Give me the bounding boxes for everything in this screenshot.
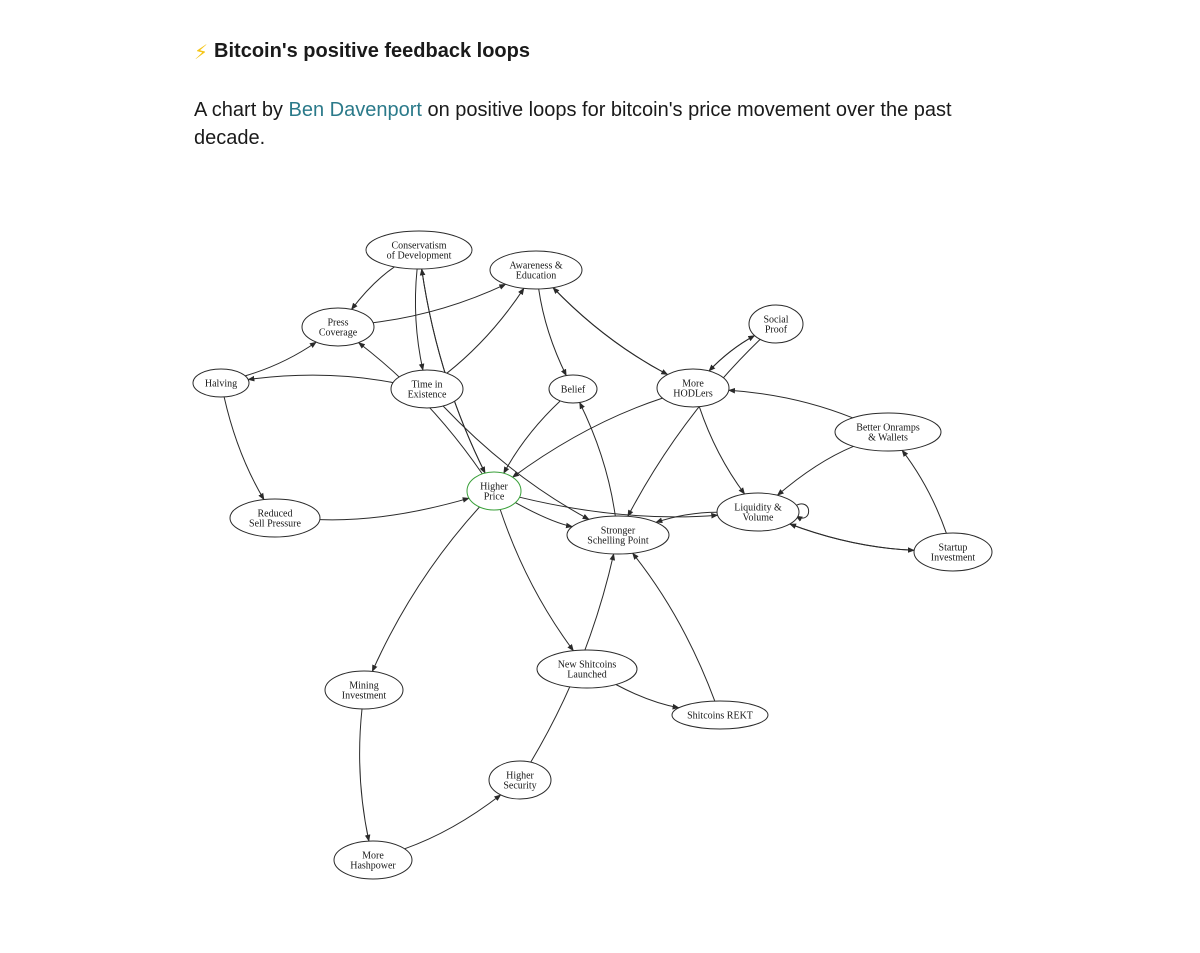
node-hodlers-label: HODLers [673,388,713,400]
node-hodlers-label: More [682,378,704,390]
node-price-label: Higher [480,481,508,493]
node-time [391,370,463,408]
edge-price-to-liquidity [520,497,718,517]
node-press [302,308,374,346]
edge-hodlers-to-social [709,336,755,371]
node-schelling [567,516,669,554]
node-startup-label: Startup [938,542,968,554]
edge-social-to-hodlers [709,336,755,371]
node-press-label: Press [327,317,349,329]
author-link[interactable]: Ben Davenport [288,99,422,121]
node-hashpower [334,841,412,879]
node-belief [549,375,597,403]
node-time-label: Existence [407,389,447,401]
node-startup-label: Investment [930,552,976,564]
node-liquidity [717,493,799,531]
node-security [489,761,551,799]
edge-halving-to-press [245,342,316,376]
edge-onramps-to-liquidity [777,446,853,495]
node-price-label: Price [483,491,505,503]
node-schelling-label: Stronger [600,525,636,537]
node-mining [325,671,403,709]
edge-schelling-to-belief [580,403,616,517]
node-rekt-label: Shitcoins REKT [687,710,753,722]
nodes-layer [193,231,992,879]
node-awareness-label: Education [515,270,557,282]
node-startup [914,533,992,571]
node-reduced-label: Reduced [257,508,293,520]
node-hashpower-label: Hashpower [350,860,396,872]
edge-press-to-awareness [373,284,506,322]
node-halving-label: Halving [204,378,238,390]
edge-price-to-newcoins [500,510,573,651]
node-conservatism [366,231,472,269]
edge-startup-to-liquidity [790,524,914,550]
edge-awareness-to-belief [539,289,567,376]
node-conservatism-label: of Development [386,250,452,262]
node-newcoins [537,650,637,688]
edge-price-to-mining [372,507,479,671]
node-newcoins-label: New Shitcoins [557,659,617,671]
node-awareness-label: Awareness & [509,260,563,272]
node-social-label: Proof [764,324,788,336]
node-hodlers [657,369,729,407]
node-time-label: Time in [411,379,443,391]
node-hashpower-label: More [362,850,384,862]
edge-time-to-awareness [447,288,524,373]
node-onramps-label: Better Onramps [856,422,920,434]
edge-liquidity-to-startup [790,524,914,550]
node-onramps-label: & Wallets [868,432,908,444]
edge-social-to-schelling [628,339,760,516]
edge-onramps-to-hodlers [729,390,853,418]
description-suffix: on positive loops for bitcoin's price movement over the past decade. [194,99,952,149]
edge-price-to-press [359,343,483,474]
edge-conservatism-to-press [352,267,395,310]
edge-newcoins-to-rekt [616,685,679,708]
edge-reduced-to-price [320,498,469,520]
edge-startup-to-onramps [902,450,946,533]
node-mining-label: Investment [341,690,387,702]
node-newcoins-label: Launched [567,669,607,681]
edge-hodlers-to-price [513,398,663,477]
node-reduced-label: Sell Pressure [249,518,301,530]
node-awareness [490,251,582,289]
node-liquidity-label: Volume [742,512,774,524]
edge-mining-to-hashpower [360,709,369,841]
node-security-label: Higher [506,770,534,782]
node-belief-label: Belief [560,384,586,396]
node-security-label: Security [503,780,537,792]
node-schelling-label: Schelling Point [587,535,649,547]
node-press-label: Coverage [318,327,358,339]
node-liquidity-label: Liquidity & [734,502,782,514]
edge-belief-to-price [504,401,561,473]
node-social-label: Social [763,314,789,326]
edge-rekt-to-schelling [633,553,715,701]
node-rekt [672,701,768,729]
node-mining-label: Mining [349,680,379,692]
edges-layer [224,267,946,849]
edge-conservatism-to-time [415,269,422,370]
edge-awareness-to-hodlers [553,288,668,375]
node-onramps [835,413,941,451]
edge-hodlers-to-awareness [553,288,668,375]
lightning-bolt-icon: ⚡ [194,39,209,64]
edge-hashpower-to-security [405,795,501,849]
edge-hodlers-to-liquidity [699,407,744,494]
node-price [467,472,521,510]
node-conservatism-label: Conservatism [391,240,447,252]
node-social [749,305,803,343]
node-reduced [230,499,320,537]
post-title: Bitcoin's positive feedback loops [214,40,530,62]
edge-halving-to-reduced [224,397,264,500]
edge-time-to-halving [248,375,393,382]
node-halving [193,369,249,397]
description-prefix: A chart by [194,99,289,121]
